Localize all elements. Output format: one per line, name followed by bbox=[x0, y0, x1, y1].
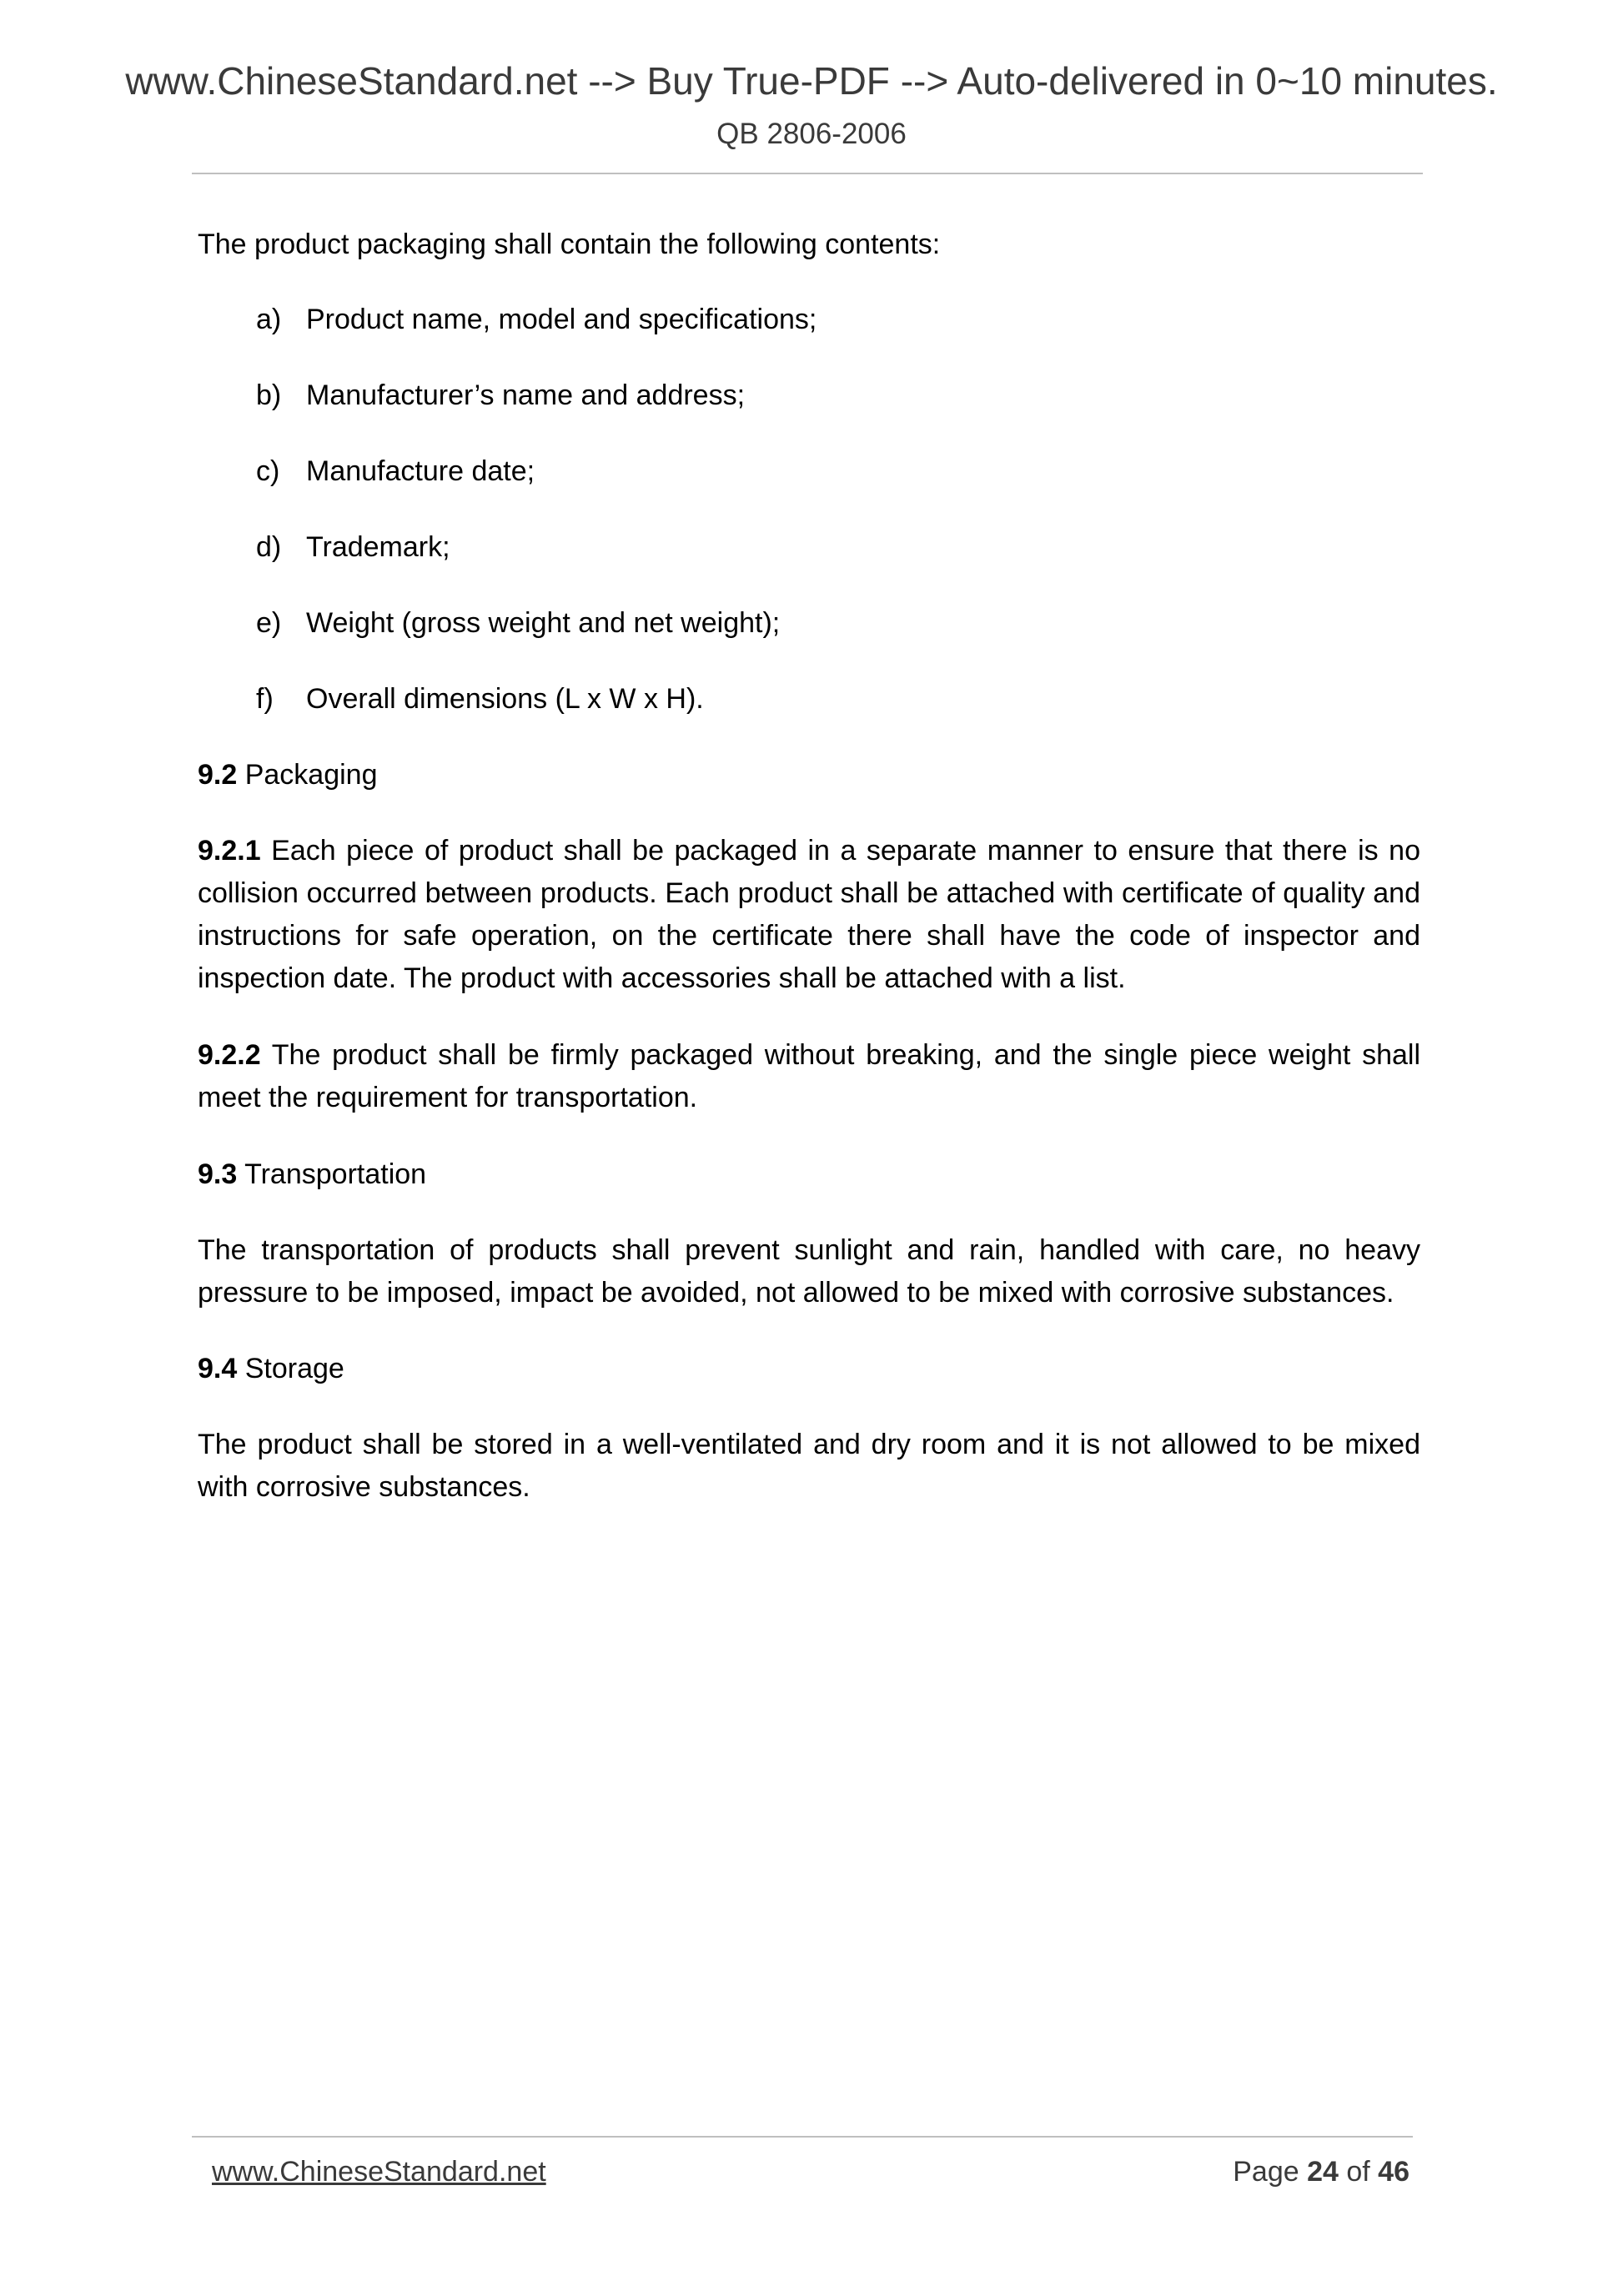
section-title: Storage bbox=[237, 1353, 344, 1384]
section-number: 9.2 bbox=[198, 759, 238, 791]
section-number: 9.3 bbox=[198, 1158, 238, 1190]
clause-9-2-2 bbox=[198, 1034, 1420, 1119]
list-mark-b: b) bbox=[256, 379, 282, 411]
list-mark-d: d) bbox=[256, 531, 282, 563]
footer-divider bbox=[192, 2136, 1413, 2138]
list-item-b: Manufacturer’s name and address; bbox=[306, 379, 746, 411]
list-item-c: Manufacture date; bbox=[306, 455, 535, 487]
list-item-d: Trademark; bbox=[306, 531, 450, 563]
transportation-paragraph: The transportation of products shall prevent sunlight and rain, handled with care, no heavy pressure to be imposed, impact be avoided, not allowed to be mixed with corrosive substances. bbox=[198, 1234, 1420, 1309]
section-heading-9-4 bbox=[198, 1348, 1420, 1390]
footer-website-link[interactable]: www.ChineseStandard.net bbox=[212, 2156, 546, 2188]
list-mark-c: c) bbox=[256, 455, 280, 487]
section-title: Transportation bbox=[237, 1158, 427, 1190]
section-title: Packaging bbox=[237, 759, 378, 791]
clause-text: The product shall be firmly packaged without breaking, and the single piece weight shall meet the requirement for transportation. bbox=[198, 1039, 1420, 1113]
page-current: 24 bbox=[1307, 2156, 1339, 2188]
list-mark-f: f) bbox=[256, 683, 274, 715]
header-banner: www.ChineseStandard.net --> Buy True-PDF --> Auto-delivered in 0~10 minutes. bbox=[125, 59, 1498, 103]
page-of: of bbox=[1338, 2156, 1379, 2188]
list-item-e: Weight (gross weight and net weight); bbox=[306, 607, 781, 639]
page-total: 46 bbox=[1378, 2156, 1409, 2188]
page-prefix: Page bbox=[1233, 2156, 1308, 2188]
standard-number: QB 2806-2006 bbox=[716, 118, 907, 150]
list-mark-a: a) bbox=[256, 304, 282, 335]
list-item-a: Product name, model and specifications; bbox=[306, 304, 817, 335]
section-heading-9-2 bbox=[198, 754, 1420, 796]
page-indicator bbox=[1233, 2158, 1409, 2186]
clause-number: 9.2.2 bbox=[198, 1039, 261, 1071]
clause-text: Each piece of product shall be packaged in a separate manner to ensure that there is no collision occurred between products. Each product shall be attached with certificate of quality and instructions for safe operation, on the certificate there shall have the code of inspector and inspection date. The product with accessories shall be attached with a list. bbox=[198, 835, 1420, 994]
list-mark-e: e) bbox=[256, 607, 282, 639]
section-heading-9-3 bbox=[198, 1153, 1420, 1196]
header-divider bbox=[192, 173, 1423, 174]
intro-paragraph: The product packaging shall contain the following contents: bbox=[198, 229, 941, 260]
storage-paragraph: The product shall be stored in a well-ventilated and dry room and it is not allowed to be mixed with corrosive substances. bbox=[198, 1429, 1420, 1503]
clause-number: 9.2.1 bbox=[198, 835, 261, 867]
section-number: 9.4 bbox=[198, 1353, 238, 1384]
list-item-f: Overall dimensions (L x W x H). bbox=[306, 683, 704, 715]
clause-9-2-1 bbox=[198, 830, 1420, 1000]
